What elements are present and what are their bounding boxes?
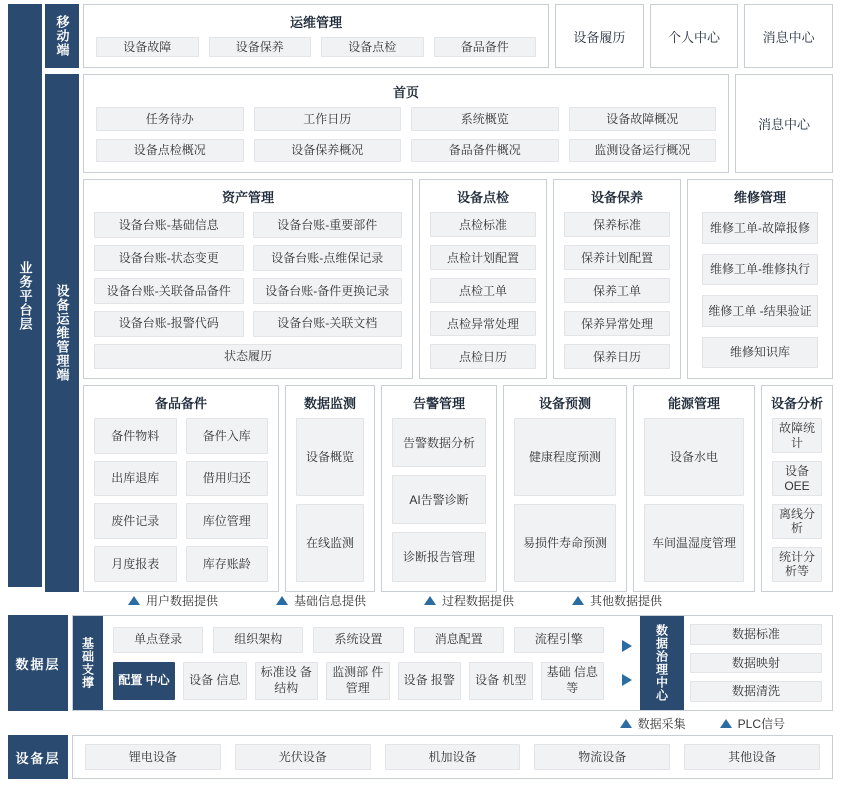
layer-label-mobile: 移动端 — [45, 4, 79, 68]
arrow-label: 数据采集 — [637, 716, 686, 731]
list-item[interactable]: 机加设备 — [385, 744, 521, 770]
list-item[interactable]: 组织架构 — [213, 627, 303, 653]
list-item[interactable]: 设备台账-关联文档 — [253, 311, 403, 337]
list-item[interactable]: 设备台账-重要部件 — [253, 212, 403, 238]
list-item[interactable]: 告警数据分析 — [392, 418, 486, 467]
layer-label-ops-client: 设备运维管理端 — [45, 74, 79, 591]
list-item[interactable]: 设备概览 — [296, 418, 364, 496]
data-monitor-items — [286, 418, 374, 590]
list-item[interactable]: 工作日历 — [254, 107, 402, 131]
list-item[interactable]: 维修工单-故障报修 — [702, 212, 818, 244]
list-item[interactable]: 设备保养概况 — [254, 139, 402, 163]
module-equipment-prediction — [503, 385, 627, 591]
module-title-energy: 能源管理 — [667, 396, 720, 412]
inspection-items — [420, 212, 546, 378]
list-item[interactable]: 设备点检 — [321, 37, 424, 57]
list-item[interactable]: 状态履历 — [94, 344, 402, 370]
arrow-plc-signal — [720, 715, 785, 732]
layer-label-business-platform: 业务平台层 — [8, 4, 42, 587]
list-item[interactable]: AI告警诊断 — [392, 475, 486, 524]
arrow-up-icon — [276, 596, 288, 605]
module-title-maintenance: 设备保养 — [590, 190, 643, 206]
list-item[interactable]: 系统设置 — [313, 627, 403, 653]
list-item[interactable]: 设备 报警 — [398, 662, 462, 700]
list-item[interactable]: 设备台账-点维保记录 — [253, 245, 403, 271]
maintenance-items — [554, 212, 680, 378]
module-title-asset: 资产管理 — [221, 190, 274, 206]
module-equipment-history[interactable]: 设备履历 — [555, 4, 644, 68]
list-item[interactable]: 设备台账-基础信息 — [94, 212, 244, 238]
business-platform-section — [8, 4, 833, 587]
list-item[interactable]: 保养工单 — [564, 278, 670, 303]
list-item[interactable]: 备件入库 — [186, 418, 269, 454]
list-item[interactable]: 基础 信息等 — [541, 662, 605, 700]
list-item[interactable]: 数据清洗 — [690, 681, 822, 702]
module-title-inspection: 设备点检 — [456, 190, 509, 206]
list-item[interactable]: 数据映射 — [690, 653, 822, 674]
list-item[interactable]: 点检标准 — [430, 212, 536, 237]
list-item[interactable]: 设备台账-备件更换记录 — [253, 278, 403, 304]
list-item[interactable]: 其他设备 — [684, 744, 820, 770]
arrow-basic-info — [276, 592, 366, 609]
layer-label-data: 数据层 — [8, 615, 68, 711]
module-maintenance — [553, 179, 681, 379]
governance-center-label: 数据治理中心 — [640, 616, 684, 710]
list-item[interactable]: 出库退库 — [94, 461, 177, 497]
list-item[interactable]: 流程引擎 — [514, 627, 604, 653]
module-repair — [687, 179, 833, 379]
list-item[interactable]: 车间温湿度管理 — [644, 504, 744, 582]
arrow-up-icon — [720, 719, 732, 728]
list-item[interactable]: 标准设 备结构 — [255, 662, 319, 700]
list-item[interactable]: 维修工单 -结果验证 — [702, 295, 818, 327]
module-title-prediction: 设备预测 — [538, 396, 591, 412]
module-home — [83, 74, 729, 173]
list-item[interactable]: 点检工单 — [430, 278, 536, 303]
module-title-alarm: 告警管理 — [412, 396, 465, 412]
arrow-data-collection — [620, 715, 686, 732]
list-item[interactable]: 健康程度预测 — [514, 418, 616, 496]
list-item[interactable]: 故障统计 — [772, 418, 822, 453]
module-data-monitor — [285, 385, 375, 591]
list-item[interactable]: 设备OEE — [772, 461, 822, 496]
list-item[interactable]: 库位管理 — [186, 503, 269, 539]
arrow-label: 用户数据提供 — [146, 593, 219, 608]
list-item[interactable]: 单点登录 — [113, 627, 203, 653]
list-item[interactable]: 数据标准 — [690, 624, 822, 645]
list-item[interactable]: 光伏设备 — [235, 744, 371, 770]
list-item[interactable]: 保养异常处理 — [564, 311, 670, 336]
arrow-right-icon — [622, 674, 632, 686]
module-asset-management — [83, 179, 413, 379]
module-title-repair: 维修管理 — [733, 190, 786, 206]
list-item[interactable]: 系统概览 — [411, 107, 559, 131]
list-item[interactable]: 统计分析等 — [772, 547, 822, 582]
list-item[interactable]: 借用归还 — [186, 461, 269, 497]
spare-items — [84, 418, 278, 590]
module-title-mobile-ops: 运维管理 — [289, 15, 342, 30]
list-item[interactable]: 监测设备运行概况 — [569, 139, 717, 163]
repair-items — [688, 212, 832, 378]
arrow-up-icon — [572, 596, 584, 605]
arrow-label: 基础信息提供 — [294, 593, 367, 608]
arrow-label: 过程数据提供 — [442, 593, 515, 608]
core-modules-row — [83, 179, 833, 379]
support-bottom-items — [113, 662, 604, 700]
list-item[interactable]: 月度报表 — [94, 546, 177, 582]
module-personal-center[interactable]: 个人中心 — [650, 4, 739, 68]
list-item[interactable]: 易损件寿命预测 — [514, 504, 616, 582]
arrow-user-data — [128, 592, 218, 609]
list-item[interactable]: 诊断报告管理 — [392, 532, 486, 581]
config-center-label: 配置 中心 — [113, 662, 175, 700]
list-item[interactable]: 备件物料 — [94, 418, 177, 454]
energy-items — [634, 418, 754, 590]
arrow-other-data — [572, 592, 662, 609]
equipment-items — [72, 735, 833, 779]
list-item[interactable]: 离线分析 — [772, 504, 822, 539]
list-item[interactable]: 备品备件 — [434, 37, 537, 57]
mobile-section — [45, 4, 833, 68]
list-item[interactable]: 设备台账-状态变更 — [94, 245, 244, 271]
governance-arrows — [614, 616, 640, 710]
mobile-modules — [83, 4, 833, 68]
home-section — [83, 74, 833, 173]
ops-client-section — [45, 74, 833, 591]
support-top-items — [113, 627, 604, 653]
home-items — [84, 107, 728, 172]
list-item[interactable]: 设备台账-报警代码 — [94, 311, 244, 337]
list-item[interactable]: 设备故障概况 — [569, 107, 717, 131]
basic-support-content — [103, 616, 614, 710]
list-item[interactable]: 维修工单-维修执行 — [702, 254, 818, 286]
list-item[interactable]: 维修知识库 — [702, 337, 818, 369]
list-item[interactable]: 设备故障 — [96, 37, 199, 57]
data-layer-content — [72, 615, 833, 711]
prediction-items — [504, 418, 626, 590]
list-item[interactable]: 锂电设备 — [85, 744, 221, 770]
module-mobile-ops — [83, 4, 549, 68]
mobile-ops-items — [84, 37, 548, 67]
list-item[interactable]: 保养计划配置 — [564, 245, 670, 270]
asset-items — [84, 212, 412, 378]
arrow-label: 其他数据提供 — [590, 593, 663, 608]
list-item[interactable]: 设备点检概况 — [96, 139, 244, 163]
module-title-home: 首页 — [392, 85, 419, 101]
list-item[interactable]: 备品备件概况 — [411, 139, 559, 163]
module-alarm — [381, 385, 497, 591]
module-title-spare: 备品备件 — [154, 396, 207, 412]
list-item[interactable]: 保养日历 — [564, 344, 670, 369]
list-item[interactable]: 库存账龄 — [186, 546, 269, 582]
module-title-analysis: 设备分析 — [770, 396, 823, 412]
data-collection-arrows — [8, 711, 833, 735]
module-message-center[interactable]: 消息中心 — [735, 74, 833, 173]
list-item[interactable]: 保养标准 — [564, 212, 670, 237]
arrow-up-icon — [620, 719, 632, 728]
list-item[interactable]: 废件记录 — [94, 503, 177, 539]
module-equipment-analysis — [761, 385, 833, 591]
list-item[interactable]: 点检异常处理 — [430, 311, 536, 336]
arrow-process-data — [424, 592, 514, 609]
layer-label-equipment: 设备层 — [8, 735, 68, 779]
secondary-modules-row — [83, 385, 833, 591]
arrow-label: PLC信号 — [737, 716, 785, 731]
list-item[interactable]: 监测部 件管理 — [326, 662, 390, 700]
list-item[interactable]: 设备保养 — [209, 37, 312, 57]
arrow-up-icon — [128, 596, 140, 605]
analysis-items — [762, 418, 832, 590]
list-item[interactable]: 点检计划配置 — [430, 245, 536, 270]
module-message-center-mobile[interactable]: 消息中心 — [744, 4, 833, 68]
module-title-data-monitor: 数据监测 — [303, 396, 356, 412]
list-item[interactable]: 设备 信息 — [183, 662, 247, 700]
list-item[interactable]: 设备台账-关联备品备件 — [94, 278, 244, 304]
ops-client-content — [83, 74, 833, 591]
label-basic-support: 基础支撑 — [73, 616, 103, 710]
module-energy — [633, 385, 755, 591]
list-item[interactable]: 设备 机型 — [469, 662, 533, 700]
module-spare-parts — [83, 385, 279, 591]
list-item[interactable]: 物流设备 — [534, 744, 670, 770]
module-inspection — [419, 179, 547, 379]
arrow-up-icon — [424, 596, 436, 605]
list-item[interactable]: 在线监测 — [296, 504, 364, 582]
list-item[interactable]: 任务待办 — [96, 107, 244, 131]
list-item[interactable]: 设备水电 — [644, 418, 744, 496]
business-platform-content — [45, 4, 833, 587]
equipment-layer-section — [8, 735, 833, 779]
arrow-right-icon — [622, 640, 632, 652]
data-layer-section — [8, 615, 833, 711]
alarm-items — [382, 418, 496, 590]
list-item[interactable]: 消息配置 — [414, 627, 504, 653]
list-item[interactable]: 点检日历 — [430, 344, 536, 369]
governance-items — [684, 616, 832, 710]
